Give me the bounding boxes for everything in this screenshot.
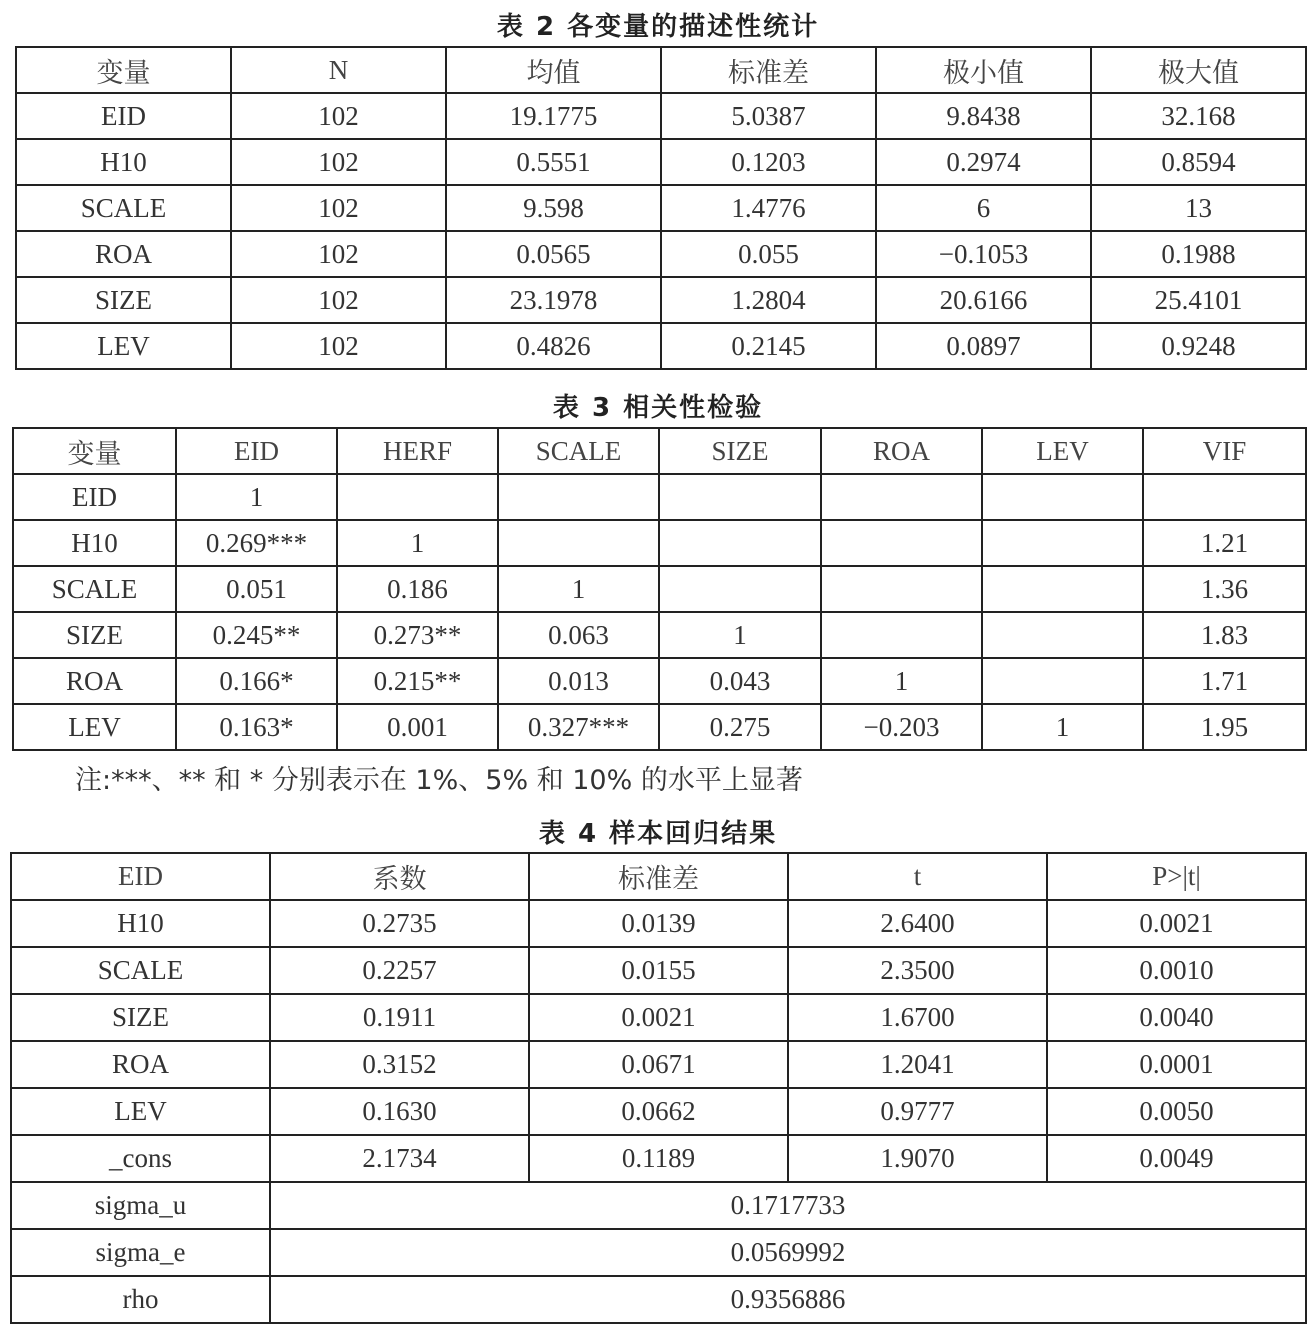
table-cell: −0.203	[821, 704, 982, 750]
table-cell: 0.0010	[1047, 947, 1306, 994]
table-cell: 0.2735	[270, 900, 529, 947]
row-label-cell: SCALE	[16, 185, 231, 231]
table-row	[11, 900, 1306, 947]
stats-row	[11, 1276, 1306, 1323]
table-cell: 0.215**	[337, 658, 498, 704]
table-cell: 1	[498, 566, 659, 612]
table-cell: 0.1630	[270, 1088, 529, 1135]
table3-caption: 表 3 相关性检验	[552, 393, 764, 423]
row-label-cell: LEV	[13, 704, 176, 750]
table-row	[16, 93, 1306, 139]
table-cell: 0.0021	[529, 994, 788, 1041]
table-cell	[982, 566, 1143, 612]
table-cell: 1	[982, 704, 1143, 750]
table-cell: 1	[659, 612, 821, 658]
table-cell: 0.0662	[529, 1088, 788, 1135]
header-cell: SCALE	[498, 428, 659, 474]
header-cell: t	[788, 853, 1047, 900]
row-label-cell: SIZE	[13, 612, 176, 658]
header-cell: SIZE	[659, 428, 821, 474]
row-label-cell: sigma_e	[11, 1229, 270, 1276]
header-cell: EID	[176, 428, 337, 474]
table-cell: 102	[231, 231, 446, 277]
table-cell: 0.2257	[270, 947, 529, 994]
row-label-cell: LEV	[11, 1088, 270, 1135]
table-row	[16, 323, 1306, 369]
table3-note: 注:***、** 和 * 分别表示在 1%、5% 和 10% 的水平上显著	[75, 765, 803, 796]
header-cell: 标准差	[529, 853, 788, 900]
table-cell: 0.0155	[529, 947, 788, 994]
row-label-cell: _cons	[11, 1135, 270, 1182]
table-cell: 102	[231, 323, 446, 369]
table-cell: 19.1775	[446, 93, 661, 139]
table-cell: 102	[231, 93, 446, 139]
row-label-cell: EID	[13, 474, 176, 520]
header-cell: 标准差	[661, 47, 876, 93]
table-row	[13, 520, 1306, 566]
table-cell: 0.043	[659, 658, 821, 704]
table-cell: 0.8594	[1091, 139, 1306, 185]
table-cell: 0.3152	[270, 1041, 529, 1088]
table4	[10, 852, 1307, 1324]
table-row	[11, 947, 1306, 994]
header-cell: 变量	[13, 428, 176, 474]
table-cell	[982, 612, 1143, 658]
table-cell: 0.0565	[446, 231, 661, 277]
table-cell	[1143, 474, 1306, 520]
table-cell: 1.83	[1143, 612, 1306, 658]
table-cell: 0.013	[498, 658, 659, 704]
table-cell: 0.166*	[176, 658, 337, 704]
stats-value-cell: 0.9356886	[270, 1276, 1306, 1323]
table-cell	[821, 566, 982, 612]
row-label-cell: SCALE	[13, 566, 176, 612]
table-cell: 13	[1091, 185, 1306, 231]
table-cell: 0.9248	[1091, 323, 1306, 369]
header-cell: 变量	[16, 47, 231, 93]
table-cell: 0.055	[661, 231, 876, 277]
table-cell: 102	[231, 185, 446, 231]
table-cell: 1.4776	[661, 185, 876, 231]
table-cell: 9.8438	[876, 93, 1091, 139]
table-cell: 0.1988	[1091, 231, 1306, 277]
table-cell: 0.5551	[446, 139, 661, 185]
header-cell: ROA	[821, 428, 982, 474]
table2-caption: 表 2 各变量的描述性统计	[496, 12, 820, 42]
row-label-cell: ROA	[11, 1041, 270, 1088]
table2	[15, 46, 1307, 370]
table-cell: 1.36	[1143, 566, 1306, 612]
table-cell	[337, 474, 498, 520]
table-row	[11, 1088, 1306, 1135]
table-cell: 102	[231, 277, 446, 323]
table-row	[11, 1041, 1306, 1088]
header-cell: EID	[11, 853, 270, 900]
stats-value-cell: 0.0569992	[270, 1229, 1306, 1276]
header-cell: P>|t|	[1047, 853, 1306, 900]
table-cell: 23.1978	[446, 277, 661, 323]
row-label-cell: EID	[16, 93, 231, 139]
table-cell: 1.2041	[788, 1041, 1047, 1088]
table-cell	[498, 520, 659, 566]
table-cell: 0.0021	[1047, 900, 1306, 947]
row-label-cell: H10	[11, 900, 270, 947]
table-cell: 0.2974	[876, 139, 1091, 185]
table-cell: 0.9777	[788, 1088, 1047, 1135]
table-cell: 0.001	[337, 704, 498, 750]
table-cell: 1.9070	[788, 1135, 1047, 1182]
table-row	[13, 658, 1306, 704]
row-label-cell: rho	[11, 1276, 270, 1323]
header-cell: 极大值	[1091, 47, 1306, 93]
table-cell	[659, 520, 821, 566]
table-cell	[821, 612, 982, 658]
header-cell: HERF	[337, 428, 498, 474]
table-row	[13, 612, 1306, 658]
table-row	[16, 277, 1306, 323]
row-label-cell: ROA	[16, 231, 231, 277]
table-row	[11, 994, 1306, 1041]
table-cell: 1	[821, 658, 982, 704]
table2-body	[16, 47, 1306, 369]
stats-row	[11, 1229, 1306, 1276]
table-cell: 0.4826	[446, 323, 661, 369]
row-label-cell: H10	[16, 139, 231, 185]
table-cell: 0.0040	[1047, 994, 1306, 1041]
row-label-cell: sigma_u	[11, 1182, 270, 1229]
table-cell	[982, 474, 1143, 520]
table-cell: 1.21	[1143, 520, 1306, 566]
table4-body	[11, 853, 1306, 1323]
header-cell: 均值	[446, 47, 661, 93]
table-cell: 0.051	[176, 566, 337, 612]
table4-caption: 表 4 样本回归结果	[538, 819, 778, 849]
table-cell: 0.063	[498, 612, 659, 658]
table-row	[16, 231, 1306, 277]
table-row	[11, 1135, 1306, 1182]
header-cell: 系数	[270, 853, 529, 900]
row-label-cell: SCALE	[11, 947, 270, 994]
table-cell: 2.1734	[270, 1135, 529, 1182]
table3	[12, 427, 1307, 751]
table-cell: 0.0671	[529, 1041, 788, 1088]
table-cell: 0.0001	[1047, 1041, 1306, 1088]
stats-value-cell: 0.1717733	[270, 1182, 1306, 1229]
row-label-cell: ROA	[13, 658, 176, 704]
table-cell	[659, 566, 821, 612]
table-cell: 0.245**	[176, 612, 337, 658]
table-cell: 0.0050	[1047, 1088, 1306, 1135]
header-row	[11, 853, 1306, 900]
table-cell: 1.2804	[661, 277, 876, 323]
header-row	[13, 428, 1306, 474]
table-cell: 102	[231, 139, 446, 185]
table-cell: 1.71	[1143, 658, 1306, 704]
table-cell: 1.95	[1143, 704, 1306, 750]
row-label-cell: SIZE	[16, 277, 231, 323]
table-cell	[982, 520, 1143, 566]
table-cell: 0.275	[659, 704, 821, 750]
table-row	[16, 185, 1306, 231]
table-cell: 0.273**	[337, 612, 498, 658]
table-cell: 20.6166	[876, 277, 1091, 323]
table-cell: 0.1203	[661, 139, 876, 185]
table-cell: 0.186	[337, 566, 498, 612]
table-cell	[498, 474, 659, 520]
table-cell	[659, 474, 821, 520]
table-row	[13, 566, 1306, 612]
table-cell: 9.598	[446, 185, 661, 231]
table-cell: 0.0897	[876, 323, 1091, 369]
header-cell: VIF	[1143, 428, 1306, 474]
header-row	[16, 47, 1306, 93]
table-row	[13, 704, 1306, 750]
table3-body	[13, 428, 1306, 750]
table-cell: 5.0387	[661, 93, 876, 139]
table-cell: 0.163*	[176, 704, 337, 750]
table-cell: 32.168	[1091, 93, 1306, 139]
table-cell: −0.1053	[876, 231, 1091, 277]
table-cell: 0.2145	[661, 323, 876, 369]
header-cell: LEV	[982, 428, 1143, 474]
stats-row	[11, 1182, 1306, 1229]
row-label-cell: SIZE	[11, 994, 270, 1041]
table-cell	[821, 520, 982, 566]
table-cell: 0.0139	[529, 900, 788, 947]
table-cell: 2.6400	[788, 900, 1047, 947]
table-cell: 1	[176, 474, 337, 520]
table-row	[13, 474, 1306, 520]
row-label-cell: LEV	[16, 323, 231, 369]
table-cell: 0.0049	[1047, 1135, 1306, 1182]
header-cell: 极小值	[876, 47, 1091, 93]
table-cell: 0.269***	[176, 520, 337, 566]
table-cell: 1.6700	[788, 994, 1047, 1041]
table-cell: 2.3500	[788, 947, 1047, 994]
table-cell: 25.4101	[1091, 277, 1306, 323]
table-cell	[821, 474, 982, 520]
table-cell: 0.1911	[270, 994, 529, 1041]
table-cell: 1	[337, 520, 498, 566]
table-cell	[982, 658, 1143, 704]
table-cell: 0.1189	[529, 1135, 788, 1182]
table-cell: 0.327***	[498, 704, 659, 750]
table-cell: 6	[876, 185, 1091, 231]
table-row	[16, 139, 1306, 185]
row-label-cell: H10	[13, 520, 176, 566]
header-cell: N	[231, 47, 446, 93]
